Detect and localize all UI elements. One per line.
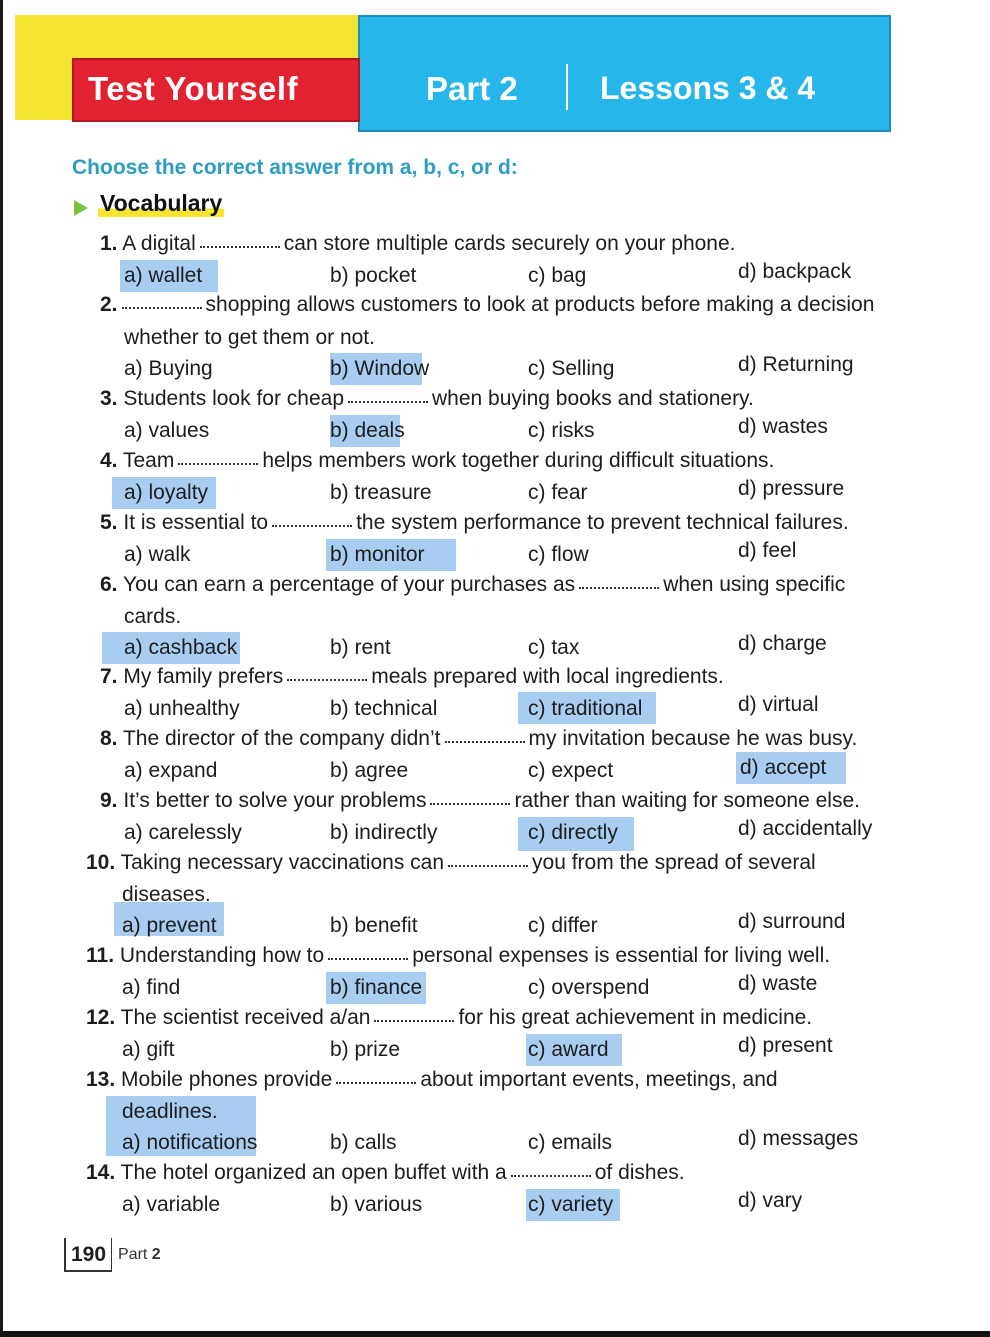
option-1a[interactable]: a) wallet <box>124 264 203 287</box>
option-5b[interactable]: b) monitor <box>330 543 425 566</box>
option-8c[interactable]: c) expect <box>528 759 614 782</box>
option-4a[interactable]: a) loyalty <box>124 481 209 504</box>
option-11a[interactable]: a) find <box>122 976 181 999</box>
option-2d[interactable]: d) Returning <box>738 353 854 376</box>
question-10: 10. Taking necessary vaccinations can you from the spread of several <box>86 851 816 874</box>
option-12d[interactable]: d) present <box>738 1034 833 1057</box>
option-1b[interactable]: b) pocket <box>330 264 417 287</box>
option-8a[interactable]: a) expand <box>124 759 218 782</box>
option-12a[interactable]: a) gift <box>122 1038 175 1061</box>
question-6: 6. You can earn a percentage of your purchases as when using specific <box>100 573 846 596</box>
question-11: 11. Understanding how to personal expenses is essential for living well. <box>86 944 831 967</box>
option-6c[interactable]: c) tax <box>528 636 580 659</box>
question-3: 3. Students look for cheap when buying books and stationery. <box>100 387 754 410</box>
option-12b[interactable]: b) prize <box>330 1038 401 1061</box>
option-3d[interactable]: d) wastes <box>738 415 828 438</box>
option-4d[interactable]: d) pressure <box>738 477 845 500</box>
option-7d[interactable]: d) virtual <box>738 693 819 716</box>
page-part-label: Part 2 <box>118 1246 161 1263</box>
section-arrow-icon <box>74 200 88 216</box>
option-9b[interactable]: b) indirectly <box>330 821 438 844</box>
option-7a[interactable]: a) unhealthy <box>124 697 240 720</box>
option-5d[interactable]: d) feel <box>738 539 797 562</box>
option-13d[interactable]: d) messages <box>738 1127 859 1150</box>
option-1c[interactable]: c) bag <box>528 264 587 287</box>
option-9a[interactable]: a) carelessly <box>124 821 242 844</box>
part-title: Part 2 <box>426 70 518 107</box>
option-2b[interactable]: b) Window <box>330 357 430 380</box>
option-11b[interactable]: b) finance <box>330 976 423 999</box>
page-bottom-edge <box>0 1331 990 1337</box>
question-12: 12. The scientist received a/an for his great achievement in medicine. <box>86 1006 813 1029</box>
option-6b[interactable]: b) rent <box>330 636 391 659</box>
option-11d[interactable]: d) waste <box>738 972 818 995</box>
header-divider <box>566 64 568 110</box>
option-5c[interactable]: c) flow <box>528 543 589 566</box>
option-6d[interactable]: d) charge <box>738 632 827 655</box>
option-7c[interactable]: c) traditional <box>528 697 643 720</box>
option-14c[interactable]: c) variety <box>528 1193 614 1216</box>
option-8d[interactable]: d) accept <box>740 756 827 779</box>
question-14: 14. The hotel organized an open buffet with a of dishes. <box>86 1161 685 1184</box>
option-9d[interactable]: d) accidentally <box>738 817 873 840</box>
option-5a[interactable]: a) walk <box>124 543 191 566</box>
option-6a[interactable]: a) cashback <box>124 636 238 659</box>
test-yourself-title: Test Yourself <box>88 70 299 107</box>
option-10d[interactable]: d) surround <box>738 910 846 933</box>
question-2: 2. shopping allows customers to look at products before making a decision <box>100 293 875 316</box>
option-1d[interactable]: d) backpack <box>738 260 852 283</box>
option-3b[interactable]: b) deals <box>330 419 405 442</box>
option-10c[interactable]: c) differ <box>528 914 598 937</box>
header-red-block <box>72 58 360 122</box>
page-number: 190 <box>64 1238 112 1272</box>
option-2c[interactable]: c) Selling <box>528 357 615 380</box>
question-10-continued: diseases. <box>122 883 211 906</box>
option-14d[interactable]: d) vary <box>738 1189 803 1212</box>
option-3a[interactable]: a) values <box>124 419 210 442</box>
question-13-continued: deadlines. <box>122 1100 218 1123</box>
option-9c[interactable]: c) directly <box>528 821 618 844</box>
option-13a[interactable]: a) notifications <box>122 1131 258 1154</box>
section-title: Vocabulary <box>100 190 223 216</box>
question-4: 4. Team helps members work together during difficult situations. <box>100 449 775 472</box>
option-13c[interactable]: c) emails <box>528 1131 613 1154</box>
option-10a[interactable]: a) prevent <box>122 914 217 937</box>
option-7b[interactable]: b) technical <box>330 697 438 720</box>
option-4c[interactable]: c) fear <box>528 481 588 504</box>
question-9: 9. It’s better to solve your problems rather than waiting for someone else. <box>100 789 860 812</box>
question-13: 13. Mobile phones provide about important events, meetings, and <box>86 1068 778 1091</box>
option-14a[interactable]: a) variable <box>122 1193 221 1216</box>
question-7: 7. My family prefers meals prepared with local ingredients. <box>100 665 724 688</box>
option-3c[interactable]: c) risks <box>528 419 595 442</box>
option-2a[interactable]: a) Buying <box>124 357 213 380</box>
option-8b[interactable]: b) agree <box>330 759 409 782</box>
option-11c[interactable]: c) overspend <box>528 976 650 999</box>
option-4b[interactable]: b) treasure <box>330 481 432 504</box>
option-12c[interactable]: c) award <box>528 1038 609 1061</box>
page-edge <box>0 0 3 1337</box>
instruction-text: Choose the correct answer from a, b, c, or d: <box>72 156 518 179</box>
question-1: 1. A digital can store multiple cards securely on your phone. <box>100 232 736 255</box>
lessons-title: Lessons 3 & 4 <box>600 70 816 106</box>
option-10b[interactable]: b) benefit <box>330 914 418 937</box>
question-6-continued: cards. <box>124 605 182 628</box>
option-13b[interactable]: b) calls <box>330 1131 397 1154</box>
question-5: 5. It is essential to the system performance to prevent technical failures. <box>100 511 849 534</box>
question-8: 8. The director of the company didn’t my invitation because he was busy. <box>100 727 858 750</box>
option-14b[interactable]: b) various <box>330 1193 423 1216</box>
question-2-continued: whether to get them or not. <box>124 326 375 349</box>
